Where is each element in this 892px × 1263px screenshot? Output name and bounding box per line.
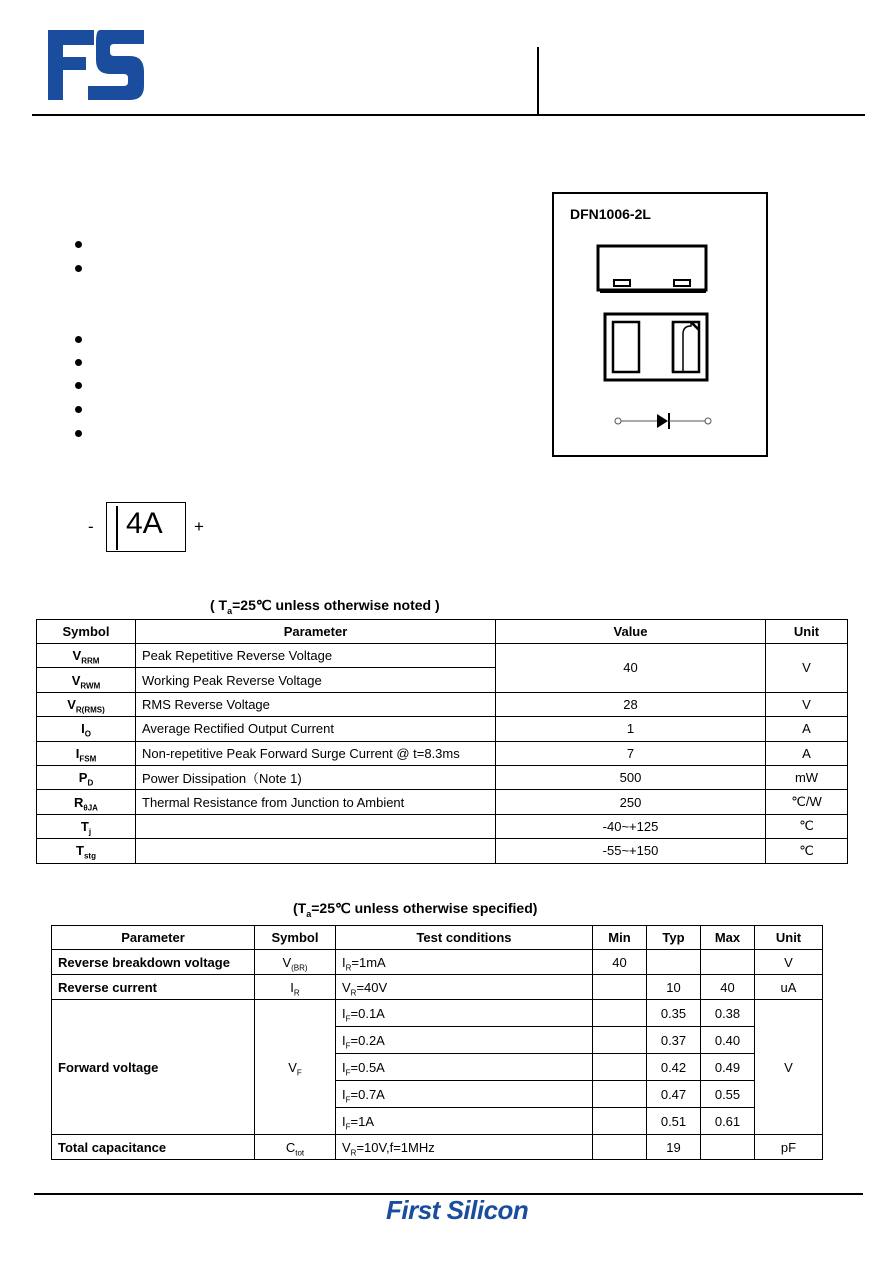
min-cell [593,975,647,1000]
bullet-dot [75,430,82,437]
max-ratings-caption: ( $T_a=25℃$ unless otherwise noted ) [210,597,440,616]
symbol-cell: $T_j$ [37,814,136,838]
unit-cell: uA [755,975,823,1000]
elec-caption: ($T_a=25℃$ unless otherwise specified) [293,900,538,919]
symbol-cell: $V_{(BR)}$ [255,950,336,975]
column-header: Unit [766,620,848,644]
parameter-cell: Total capacitance [52,1135,255,1160]
max-cell: 0.61 [701,1108,755,1135]
symbol-cell: $I_O$ [37,717,136,741]
typ-cell: 0.51 [647,1108,701,1135]
table-row [37,790,848,814]
symbol-cell: $V_{R(RMS)}$ [37,692,136,716]
parameter-cell: Forward voltage [52,1000,255,1135]
min-cell [593,1054,647,1081]
value-cell: 250 [496,790,766,814]
value-cell: 500 [496,765,766,789]
max-cell: 0.40 [701,1027,755,1054]
column-header: Parameter [136,620,496,644]
parameter-cell: Reverse breakdown voltage [52,950,255,975]
parameter-cell: Thermal Resistance from Junction to Ambient [136,790,496,814]
parameter-cell: Power Dissipation（Note 1) [136,765,496,789]
table-row [37,765,848,789]
condition-cell: $I_F=0.7A$ [336,1081,593,1108]
condition-cell: $I_R=1mA$ [336,950,593,975]
unit-cell: A [766,741,848,765]
max-cell: 0.49 [701,1054,755,1081]
value-cell: -40~+125 [496,814,766,838]
electrical-table [51,925,823,1160]
marking-plus: + [194,517,204,536]
parameter-cell: Average Rectified Output Current [136,717,496,741]
value-cell: -55~+150 [496,839,766,863]
unit-cell: mW [766,765,848,789]
unit-cell: V [755,1000,823,1135]
column-header: Min [593,926,647,950]
parameter-cell: Non-repetitive Peak Forward Surge Current @ t=8.3ms [136,741,496,765]
max-cell [701,1135,755,1160]
unit-cell: V [755,950,823,975]
value-cell: 7 [496,741,766,765]
parameter-cell [136,814,496,838]
table-row [52,950,823,975]
max-cell: 40 [701,975,755,1000]
symbol-cell: $R_{\theta JA}$ [37,790,136,814]
package-name: DFN1006-2L [570,206,651,222]
condition-cell: $V_R=40V$ [336,975,593,1000]
bullet-dot [75,406,82,413]
value-cell: 28 [496,692,766,716]
bullet-dot [75,359,82,366]
parameter-cell: RMS Reverse Voltage [136,692,496,716]
typ-cell: 0.47 [647,1081,701,1108]
unit-cell: ℃ [766,839,848,863]
brand-wordmark: First Silicon [386,1195,529,1225]
table-row [37,741,848,765]
bullet-dot [75,336,82,343]
column-header: Symbol [37,620,136,644]
diode-symbol-icon [612,410,714,432]
condition-cell: $I_F=0.1A$ [336,1000,593,1027]
unit-cell: V [766,644,848,693]
bullet-dot [75,265,82,272]
table-row [37,644,848,668]
column-header: Unit [755,926,823,950]
symbol-cell: $V_F$ [255,1000,336,1135]
header-divider [537,47,539,116]
min-cell [593,1108,647,1135]
min-cell: 40 [593,950,647,975]
symbol-cell: $T_{stg}$ [37,839,136,863]
table-row [37,717,848,741]
company-logo [48,30,146,102]
condition-cell: $V_R=10V,f=1MHz$ [336,1135,593,1160]
column-header: Value [496,620,766,644]
condition-cell: $I_F=0.2A$ [336,1027,593,1054]
bullet-dot [75,382,82,389]
table-row [52,975,823,1000]
parameter-cell: Reverse current [52,975,255,1000]
marking-minus: - [88,517,94,536]
typ-cell: 0.37 [647,1027,701,1054]
column-header: Test conditions [336,926,593,950]
max-ratings-table [36,619,848,864]
condition-cell: $I_F=0.5A$ [336,1054,593,1081]
typ-cell [647,950,701,975]
cathode-band [116,506,118,550]
column-header: Parameter [52,926,255,950]
column-header: Symbol [255,926,336,950]
typ-cell: 0.35 [647,1000,701,1027]
column-header: Typ [647,926,701,950]
header-rule [32,114,865,116]
table-row [52,1135,823,1160]
value-cell: 1 [496,717,766,741]
unit-cell: ℃/W [766,790,848,814]
unit-cell: V [766,692,848,716]
unit-cell: pF [755,1135,823,1160]
symbol-cell: $I_{FSM}$ [37,741,136,765]
unit-cell: ℃ [766,814,848,838]
bullet-dot [75,241,82,248]
typ-cell: 10 [647,975,701,1000]
max-cell: 0.55 [701,1081,755,1108]
min-cell [593,1000,647,1027]
parameter-cell: Peak Repetitive Reverse Voltage [136,644,496,668]
max-cell: 0.38 [701,1000,755,1027]
parameter-cell: Working Peak Reverse Voltage [136,668,496,692]
package-bottom-view [603,312,709,382]
parameter-cell [136,839,496,863]
symbol-cell: $P_D$ [37,765,136,789]
table-row [52,1000,823,1027]
symbol-cell: $V_{RWM}$ [37,668,136,692]
symbol-cell: $V_{RRM}$ [37,644,136,668]
min-cell [593,1027,647,1054]
condition-cell: $I_F=1A$ [336,1108,593,1135]
table-row [37,839,848,863]
unit-cell: A [766,717,848,741]
max-cell [701,950,755,975]
typ-cell: 19 [647,1135,701,1160]
table-row [37,692,848,716]
typ-cell: 0.42 [647,1054,701,1081]
symbol-cell: $I_R$ [255,975,336,1000]
table-row [37,814,848,838]
package-side-view [596,244,710,296]
value-cell: 40 [496,644,766,693]
symbol-cell: $C_{tot}$ [255,1135,336,1160]
marking-code: 4A [126,507,163,540]
min-cell [593,1135,647,1160]
min-cell [593,1081,647,1108]
column-header: Max [701,926,755,950]
